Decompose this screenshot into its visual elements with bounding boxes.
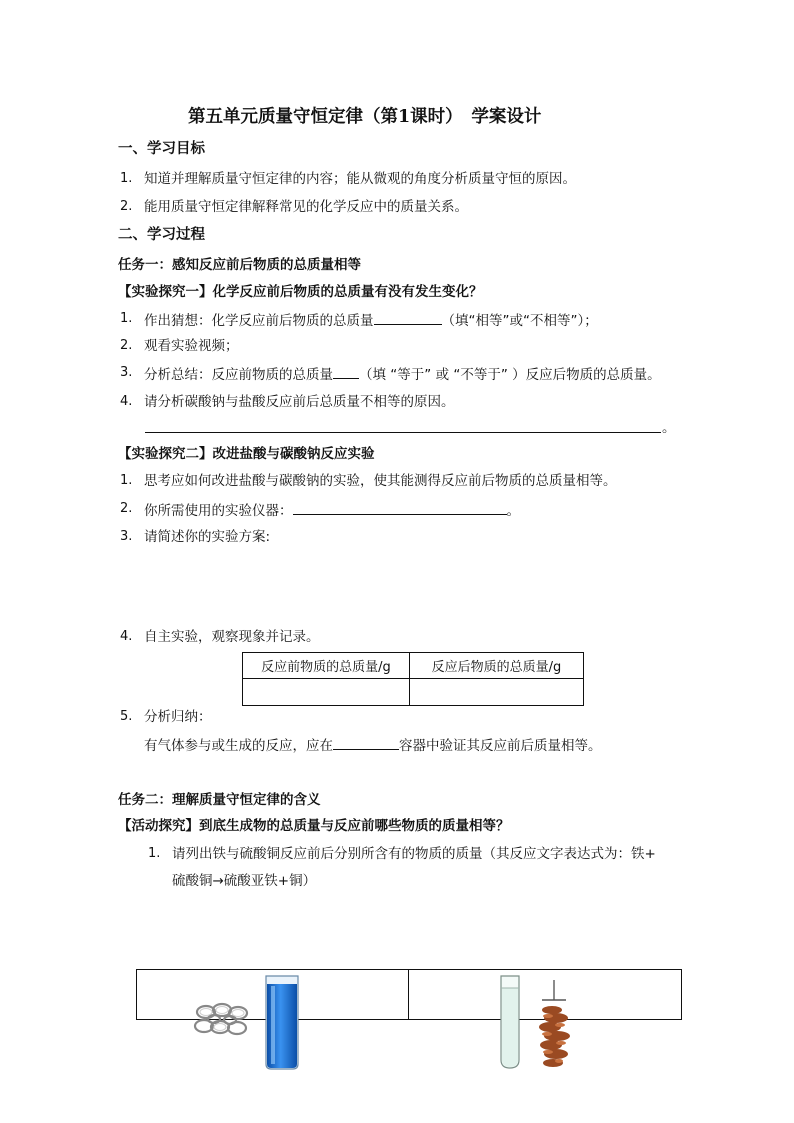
test-tube-icon	[498, 974, 522, 1070]
period: 。	[506, 503, 520, 519]
item-number: 1.	[120, 473, 133, 488]
item-number: 2.	[120, 501, 133, 516]
answer-blank[interactable]	[293, 500, 507, 515]
activity-title: 【活动探究】到底生成物的总质量与反应前哪些物质的质量相等？	[118, 818, 510, 834]
conclusion-text-end: 容器中验证其反应前后质量相等。	[399, 738, 602, 754]
activity-item-1-line2: 硫酸铜→硫酸亚铁+铜）	[172, 873, 317, 889]
table-header: 反应后物质的总质量/g	[410, 653, 584, 679]
item-number: 3.	[120, 365, 133, 380]
experiment1-title: 【实验探究一】化学反应前后物质的总质量有没有发生变化？	[118, 284, 483, 300]
item-number: 1.	[148, 846, 161, 861]
exp1-item-3-text: 分析总结：反应前物质的总质量	[144, 367, 333, 383]
task1-title: 任务一：感知反应前后物质的总质量相等	[118, 257, 361, 273]
goal-number: 2.	[120, 199, 133, 214]
answer-line[interactable]	[145, 432, 661, 433]
iron-wire-icon	[190, 998, 254, 1042]
copper-product-icon	[530, 978, 578, 1070]
answer-blank[interactable]	[333, 735, 399, 750]
item-number: 3.	[120, 529, 133, 544]
table-cell-input[interactable]	[410, 679, 584, 706]
exp2-item-3: 请简述你的实验方案:	[144, 529, 271, 545]
task2-title: 任务二：理解质量守恒定律的含义	[118, 792, 321, 808]
exp1-item-2: 观看实验视频；	[144, 338, 239, 354]
table-header: 反应前物质的总质量/g	[243, 653, 410, 679]
section-heading-process: 二、学习过程	[118, 227, 205, 243]
section-heading-goals: 一、学习目标	[118, 141, 205, 157]
exp2-item-1: 思考应如何改进盐酸与碳酸钠的实验，使其能测得反应前后物质的总质量相等。	[144, 473, 617, 489]
table-cell-input[interactable]	[243, 679, 410, 706]
exp2-item-5-conclusion	[144, 735, 602, 755]
experiment2-title: 【实验探究二】改进盐酸与碳酸钠反应实验	[118, 446, 375, 462]
goal-item-2: 能用质量守恒定律解释常见的化学反应中的质量关系。	[144, 199, 468, 215]
exp2-item-2	[144, 500, 520, 520]
item-number: 2.	[120, 338, 133, 353]
item-number: 5.	[120, 709, 133, 724]
activity-item-1-line1: 请列出铁与硫酸铜反应前后分别所含有的物质的质量（其反应文字表达式为：铁+	[172, 846, 656, 862]
goal-number: 1.	[120, 171, 133, 186]
goal-item-1: 知道并理解质量守恒定律的内容；能从微观的角度分析质量守恒的原因。	[144, 171, 576, 187]
exp1-item-3-hint: （填 “等于” 或 “不等于” ）反应后物质的总质量。	[359, 367, 661, 383]
exp1-item-1-text: 作出猜想：化学反应前后物质的总质量	[144, 313, 374, 329]
answer-blank[interactable]	[333, 364, 359, 379]
page-title: 第五单元质量守恒定律（第1课时） 学案设计	[188, 107, 542, 127]
period: 。	[662, 420, 676, 436]
table-divider	[408, 969, 409, 1019]
exp1-item-1-hint: （填“相等”或“不相等”）；	[441, 313, 598, 329]
exp2-item-5: 分析归纳：	[144, 709, 212, 725]
conclusion-text: 有气体参与或生成的反应，应在	[144, 738, 333, 754]
answer-blank[interactable]	[374, 310, 442, 325]
item-number: 4.	[120, 394, 133, 409]
exp2-item-4: 自主实验，观察现象并记录。	[144, 629, 320, 645]
exp1-item-1	[144, 310, 598, 330]
item-number: 4.	[120, 629, 133, 644]
exp1-item-4: 请分析碳酸钠与盐酸反应前后总质量不相等的原因。	[144, 394, 455, 410]
copper-sulfate-tube-icon	[262, 974, 302, 1070]
exp1-item-3	[144, 364, 661, 384]
item-number: 1.	[120, 311, 133, 326]
exp2-item-2-text: 你所需使用的实验仪器：	[144, 503, 293, 519]
mass-record-table	[242, 652, 584, 706]
